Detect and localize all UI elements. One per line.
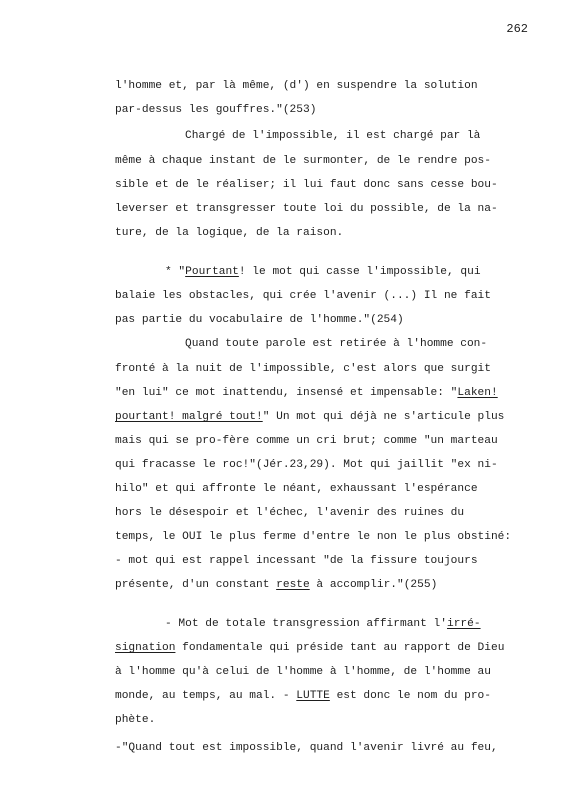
text-segment: même à chaque instant de le surmonter, de le rendre pos- xyxy=(115,155,491,167)
text-segment: - mot qui est rappel incessant "de la fissure toujours xyxy=(115,555,478,567)
text-line xyxy=(115,178,498,192)
text-segment: ture, de la logique, de la raison. xyxy=(115,227,344,239)
text-segment: temps, le OUI le plus ferme d'entre le non le plus obstiné: xyxy=(115,531,512,543)
text-segment: mais qui se pro-fère comme un cri brut; comme "un marteau xyxy=(115,435,498,447)
underlined-word: Laken! xyxy=(457,387,498,399)
text-segment: " Un mot qui déjà ne s'articule plus xyxy=(262,411,505,423)
underlined-word: irré- xyxy=(446,618,481,630)
text-segment: ! le mot qui casse l'impossible, qui xyxy=(238,266,481,278)
text-line xyxy=(115,578,437,592)
text-segment: fronté à la nuit de l'impossible, c'est alors que surgit xyxy=(115,363,491,375)
underlined-word: reste xyxy=(276,579,310,591)
text-segment: présente, d'un constant xyxy=(115,579,277,591)
text-line xyxy=(165,617,481,631)
text-line xyxy=(185,337,487,351)
text-line xyxy=(115,386,498,400)
text-segment: qui fracasse le roc!"(Jér.23,29). Mot qui jaillit "ex ni- xyxy=(115,459,498,471)
text-line xyxy=(115,313,404,327)
text-line xyxy=(115,741,498,755)
text-segment: leverser et transgresser toute loi du possible, de la na- xyxy=(115,203,498,215)
text-line xyxy=(115,713,155,727)
underlined-word: LUTTE xyxy=(296,690,330,702)
text-line xyxy=(115,410,504,424)
text-line xyxy=(115,154,491,168)
text-segment: - Mot de totale transgression affirmant l' xyxy=(165,618,447,630)
text-segment: à accomplir."(255) xyxy=(309,579,438,591)
text-segment: * " xyxy=(165,266,186,278)
text-segment: Quand toute parole est retirée à l'homme con- xyxy=(185,338,488,350)
text-segment: est donc le nom du pro- xyxy=(329,690,491,702)
underlined-word: Pourtant xyxy=(185,266,239,278)
text-line xyxy=(115,554,478,568)
text-line xyxy=(115,506,464,520)
text-segment: à l'homme qu'à celui de l'homme à l'homme, de l'homme au xyxy=(115,666,491,678)
text-line xyxy=(115,530,511,544)
text-line xyxy=(115,289,491,303)
text-segment: pas partie du vocabulaire de l'homme."(254) xyxy=(115,314,404,326)
text-line xyxy=(115,458,498,472)
text-line xyxy=(115,641,504,655)
underlined-word: signation xyxy=(115,642,176,654)
text-line xyxy=(115,202,498,216)
text-line xyxy=(115,103,316,117)
text-line xyxy=(115,689,491,703)
text-line xyxy=(115,482,478,496)
text-segment: sible et de le réaliser; il lui faut donc sans cesse bou- xyxy=(115,179,498,191)
text-segment: -"Quand tout est impossible, quand l'avenir livré au feu, xyxy=(115,742,498,754)
text-segment: par-dessus les gouffres."(253) xyxy=(115,104,317,116)
text-line xyxy=(115,79,478,93)
text-segment: "en lui" ce mot inattendu, insensé et impensable: " xyxy=(115,387,458,399)
text-segment: Chargé de l'impossible, il est chargé par là xyxy=(185,130,481,142)
text-segment: balaie les obstacles, qui crée l'avenir (...) Il ne fait xyxy=(115,290,491,302)
page-number: 262 xyxy=(506,22,528,36)
text-line xyxy=(115,362,491,376)
text-segment: monde, au temps, au mal. - xyxy=(115,690,297,702)
text-line xyxy=(115,665,491,679)
text-segment: fondamentale qui préside tant au rapport de Dieu xyxy=(175,642,505,654)
text-line xyxy=(185,129,480,143)
text-segment: hilo" et qui affronte le néant, exhaussant l'espérance xyxy=(115,483,478,495)
text-segment: l'homme et, par là même, (d') en suspendre la solution xyxy=(115,80,478,92)
underlined-phrase: pourtant! malgré tout! xyxy=(115,411,263,423)
text-segment: phète. xyxy=(115,714,156,726)
text-line xyxy=(165,265,481,279)
text-line xyxy=(115,434,498,448)
text-line xyxy=(115,226,343,240)
text-segment: hors le désespoir et l'échec, l'avenir des ruines du xyxy=(115,507,465,519)
